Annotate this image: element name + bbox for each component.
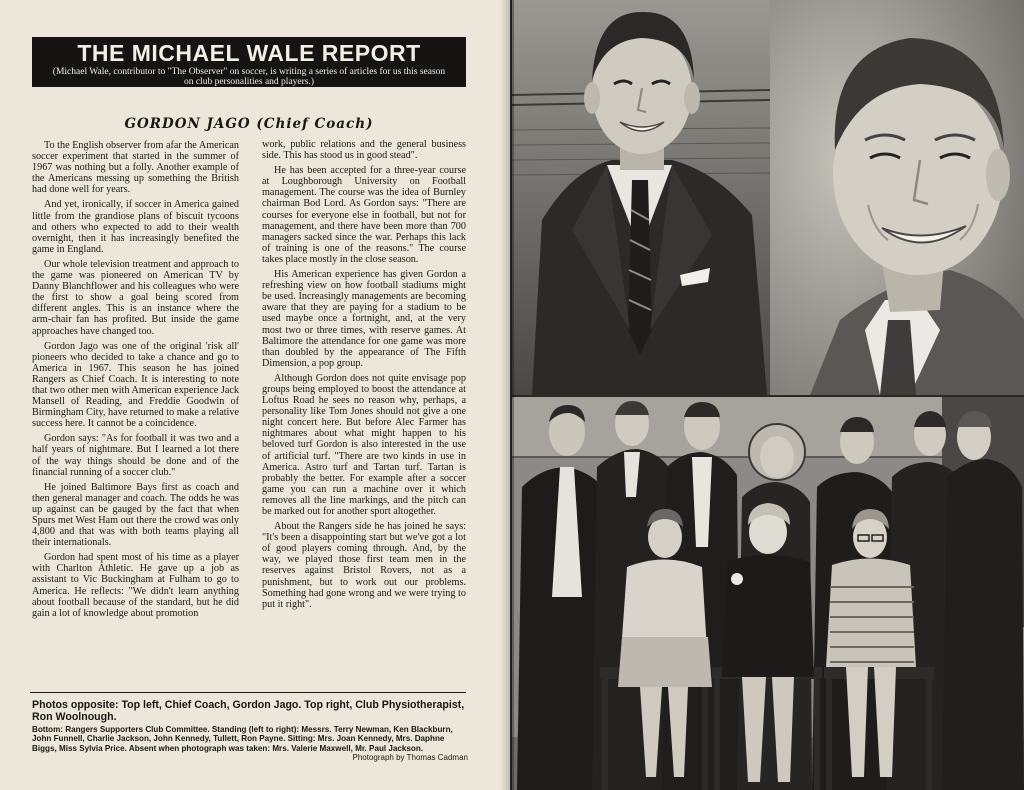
report-title: THE MICHAEL WALE REPORT xyxy=(77,40,421,66)
paragraph: He joined Baltimore Bays first as coach and then general manager and coach. The odds he was up against can be gauged by the fact that when Spurs met West Ham out there the crowd was only 4,800 and that was with both teams playing all their internationals. xyxy=(32,481,239,549)
article-column-left xyxy=(32,140,239,623)
caption-divider xyxy=(30,692,466,693)
page-gutter xyxy=(500,0,514,790)
photo-credit: Photograph by Thomas Cadman xyxy=(352,752,468,762)
paragraph: His American experience has given Gordon a refreshing view on how football stadiums might be used. Increasingly managements are becoming aware that they are paying for a stadium to be used maybe once a fortnight, and, at the very most two or three times, with reserve games. At Baltimore the attendance for one game was more than doubled by the appearance of The Fifth Dimension, a pop group. xyxy=(262,269,466,369)
paragraph: work, public relations and the general business side. This has stood us in good stead". xyxy=(262,139,466,162)
paragraph: About the Rangers side he has joined he says: "It's been a disappointing start but we've got a lot of good players coming through. And, by the way, we played those first team men in the reserves against Bristol Rovers, not as a punishment, but to work out our problems. Something had gone wrong and we were trying to put it right". xyxy=(262,521,466,610)
caption-main: Photos opposite: Top left, Chief Coach, Gordon Jago. Top right, Club Physiotherapist, Ron Woolnough. xyxy=(32,699,465,723)
paragraph: Gordon had spent most of his time as a player with Charlton Athletic. He gave up a job as assistant to Vic Buckingham at Fulham to go to America. He reflects: "We didn't learn anything about football because of the standard, but he did gain a lot of knowledge about promotion xyxy=(32,552,239,619)
paragraph: Although Gordon does not quite envisage pop groups being employed to boost the attendance at Loftus Road he sees no reason why, perhaps, a personality like Tom Jones should not give a one night concert here. But before Alec Farmer has nightmares about what might happen to his beloved turf Gordon is also interested in the use of artificial turf. "There are two kinds in use in America. Astro turf and Tartan turf. Tartan is probably the better. For example after a soccer game you can run a machine over it which removes all the line markings, and the pitch can be marked out for another sport altogether. xyxy=(262,372,466,517)
report-masthead xyxy=(32,37,466,87)
paragraph: Our whole television treatment and approach to the game was pioneered on American TV by Danny Blanchflower and his colleagues who were the first to show a goal being scored from different angles. This is an instance where the arm-chair fan has profited. But inside the game approaches have changed too. xyxy=(32,258,239,337)
article-title: GORDON JAGO (Chief Coach) xyxy=(124,116,374,132)
photo-supporters-club-committee xyxy=(512,397,1024,790)
photo-chief-coach xyxy=(512,0,770,395)
paragraph: Gordon says: "As for football it was two and a half years of nightmare. But I learned a lot there of the way things should be done and of the financial running of a soccer club." xyxy=(32,433,239,478)
paragraph: Gordon Jago was one of the original 'risk all' pioneers who decided to take a chance and go to America in 1967. This season he has joined Rangers as Chief Coach. It is interesting to note that two other men with American experience Jack Mansell of Reading, and Freddie Goodwin of Birmingham City, have returned to make a relative success here. It cannot be a coincidence. xyxy=(32,340,239,430)
photo-caption xyxy=(32,699,468,762)
paragraph: And yet, ironically, if soccer in America gained little from the grandiose plans of biscuit tycoons and others who expected to add to their wealth overnight, then it has increasingly benefited the game in England. xyxy=(32,199,239,255)
paragraph: He has been accepted for a three-year course at Loughborough University on Football management. The course was the idea of Burnley chairman Bod Lord. As Gordon says: "There are courses for everyone else in football, but not for management, and there have been more than 700 managers sacked since the war. Perhaps this lack of training is one of the reasons." The course takes place mostly in the close season. xyxy=(262,165,466,265)
article-column-right xyxy=(262,139,466,614)
photo-club-physiotherapist xyxy=(770,0,1024,395)
report-subtitle: (Michael Wale, contributor to "The Observer" on soccer, is writing a series of articles for us this season on club personalities and players.) xyxy=(52,67,446,87)
paragraph: To the English observer from afar the American soccer experiment that started in the summer of 1967 was nothing but a folly. Another example of the Americans messing up something the British had done well for years. xyxy=(32,140,239,196)
caption-bottom: Bottom: Rangers Supporters Club Committee. Standing (left to right): Messrs. Terry Newman, Ken Blackburn, John Funnell, Charlie Jackson, John Kennedy, Tullett, Ron Payne. Sitting: Mrs. Joan Kennedy, Mrs. Daphne Biggs, Miss Sylvia Price. Absent when photograph was taken: Mrs. Valerie Maxwell, Mr. Paul Jackson. xyxy=(32,725,453,753)
